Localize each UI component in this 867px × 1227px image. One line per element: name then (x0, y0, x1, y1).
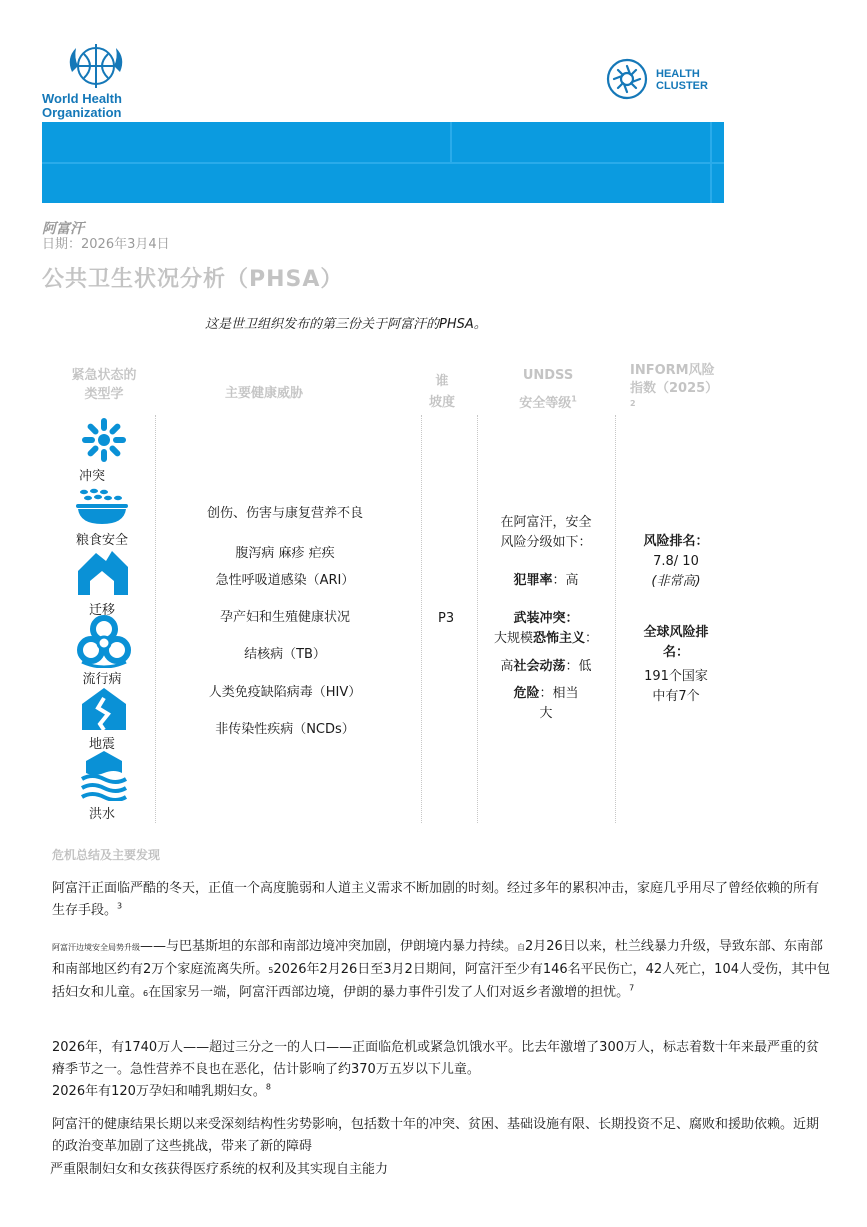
header-banner (42, 122, 724, 203)
p4-text-a: 阿富汗的健康结果长期以来受深刻结构性劣势影响，包括数十年的冲突、贫困、基础设施有限、长期投资不足、腐败和援助依赖。近期的政治变革加剧了这些挑战，带来了新的障碍 (52, 1117, 820, 1154)
terror-prefix: 大规模 (493, 631, 533, 646)
rank-label: 风险排名： (643, 534, 709, 549)
who-line-2: Organization (42, 105, 122, 120)
typology-label: 洪水 (88, 807, 115, 822)
cluster-line-1: HEALTH (656, 68, 700, 80)
health-cluster-wordmark (656, 68, 708, 92)
header-undss (496, 362, 600, 418)
footnote-8[interactable]: 8 (265, 1082, 271, 1092)
danger-value: ：相当 (539, 686, 579, 701)
header-typology-line1: 紧急状态的 (71, 368, 137, 383)
report-date: 日期：2026年3月4日 (42, 237, 170, 252)
who-line-1: World Health (42, 91, 122, 106)
paragraph-4-continued: 严重限制妇女和女孩获得医疗系统的权利及其实现自主能力 (50, 1162, 389, 1177)
p3-text-b: 2026年有120万孕妇和哺乳期妇女。 (52, 1084, 266, 1099)
security-intro-line1: 在阿富汗，安全 (500, 515, 592, 530)
global-value-2: 中有7个 (652, 689, 700, 704)
header-typology-line2: 类型学 (84, 387, 124, 402)
conflict-burst-icon (80, 416, 128, 464)
typology-label: 冲突 (78, 469, 105, 484)
security-terrorism (484, 629, 608, 649)
p2-text-c: 2026年2月26日至3月2日期间，阿富汗至少有146名平民伤亡，42人死亡，104人受伤，其中包括妇女和儿童。 (52, 962, 830, 1000)
header-inform (630, 362, 726, 410)
p2-text-b: 2月26日以来，杜兰线暴力升级，导致东部、东南部和南部地区约有2万个家庭流离失所。 (52, 939, 823, 977)
security-intro-line2: 风险分级如下： (500, 535, 592, 550)
p2-text-a: ——与巴基斯坦的东部和南部边境冲突加剧，伊朗境内暴力持续。 (140, 939, 518, 954)
footnote-5[interactable]: 5 (268, 966, 274, 975)
header-vuln-line1: 谁 (435, 374, 449, 389)
crime-value: ：高 (552, 573, 579, 588)
footnote-2[interactable]: 2 (630, 399, 636, 408)
epidemic-biohazard-icon (76, 614, 132, 668)
column-divider (477, 415, 478, 823)
threat-item: 非传染性疾病（NCDs） (215, 722, 355, 737)
header-vulnerability (420, 371, 464, 413)
header-typology (60, 366, 148, 404)
threat-item: 人类免疫缺陷病毒（HIV） (208, 685, 362, 700)
footnote-1[interactable]: 1 (571, 394, 577, 404)
food-security-bowl-icon (74, 486, 130, 526)
page-subtitle: 这是世卫组织发布的第三份关于阿富汗的PHSA。 (205, 317, 487, 332)
column-divider (421, 415, 422, 823)
header-undss-line2 (496, 390, 600, 418)
inform-rank (626, 532, 726, 592)
p1-text: 阿富汗正面临严酷的冬天，正值一个高度脆弱和人道主义需求不断加剧的时刻。经过多年的累积冲击，家庭几乎用尽了曾经依赖的所有生存手段。 (52, 881, 820, 918)
section-heading: 危机总结及主要发现 (52, 848, 161, 862)
health-cluster-logo (604, 56, 650, 102)
header-undss-text: 安全等级 (519, 396, 572, 411)
terror-label: 恐怖主义 (532, 631, 585, 646)
emergency-grade: P3 (438, 611, 455, 626)
footnote-6[interactable]: 6 (143, 989, 149, 998)
typology-label: 地震 (88, 737, 115, 752)
who-wordmark (42, 92, 122, 120)
paragraph-2 (52, 936, 830, 1005)
security-unrest (484, 657, 608, 677)
paragraph-3 (52, 1037, 830, 1103)
threat-item: 腹泻病 麻疹 疟疾 (235, 546, 335, 561)
country-name: 阿富汗 (42, 221, 84, 237)
threat-item: 孕产妇和生殖健康状况 (219, 610, 350, 625)
crime-label: 犯罪率 (513, 573, 553, 588)
terror-value: ： (585, 631, 599, 646)
p2-small-from: 自 (517, 943, 526, 952)
rank-value: 7.8/ 10 (653, 554, 699, 569)
paragraph-4 (52, 1114, 830, 1158)
security-crime (484, 571, 608, 591)
p2-text-d: 在国家另一端，阿富汗西部边境，伊朗的暴力事件引发了人们对返乡者激增的担忧。 (148, 985, 630, 1000)
danger-value-2: 大 (539, 706, 553, 721)
armed-conflict-label: 武装冲突： (513, 611, 579, 626)
inform-global-rank (626, 623, 726, 707)
flood-house-icon (80, 751, 128, 801)
typology-label: 流行病 (82, 672, 122, 687)
security-armed-conflict (484, 609, 608, 629)
p3-text-a: 2026年，有1740万人——超过三分之一的人口——正面临危机或紧急饥饿水平。比去年激增了300万人，标志着数十年来最严重的贫瘠季节之一。急性营养不良也在恶化，估计影响了约370万五岁以下儿童。 (52, 1040, 819, 1077)
unrest-label: 社会动荡 (513, 659, 566, 674)
threat-item: 创伤、伤害与康复营养不良 (206, 506, 363, 521)
security-danger (484, 684, 608, 724)
header-inform-line1: INFORM风险 (630, 363, 715, 378)
typology-label: 迁移 (88, 603, 115, 618)
rank-desc: (非常高) (651, 574, 701, 589)
page-title: 公共卫生状况分析（PHSA） (42, 267, 344, 292)
column-divider (615, 415, 616, 823)
global-label-2: 名： (662, 645, 689, 660)
p2-small-heading: 阿富汗边境安全局势升级 (52, 943, 140, 952)
header-vuln-line2: 坡度 (428, 395, 455, 410)
earthquake-house-icon (80, 686, 128, 732)
header-undss-line1: UNDSS (522, 368, 574, 383)
header-inform-line2: 指数（2025） (630, 381, 719, 396)
footnote-7[interactable]: 7 (629, 983, 635, 993)
threat-item: 结核病（TB） (244, 647, 326, 662)
migration-house-icon (76, 547, 130, 597)
global-label-1: 全球风险排 (643, 625, 709, 640)
footnote-3[interactable]: 3 (117, 901, 123, 911)
threat-item: 急性呼吸道感染（ARI） (215, 573, 355, 588)
unrest-prefix: 高 (500, 659, 514, 674)
typology-label: 粮食安全 (75, 533, 128, 548)
unrest-value: ：低 (565, 659, 592, 674)
header-threats: 主要健康威胁 (224, 386, 303, 401)
global-value-1: 191个国家 (644, 669, 708, 684)
security-intro (484, 513, 608, 553)
danger-label: 危险 (513, 686, 540, 701)
paragraph-1 (52, 878, 830, 922)
cluster-line-2: CLUSTER (656, 80, 708, 92)
